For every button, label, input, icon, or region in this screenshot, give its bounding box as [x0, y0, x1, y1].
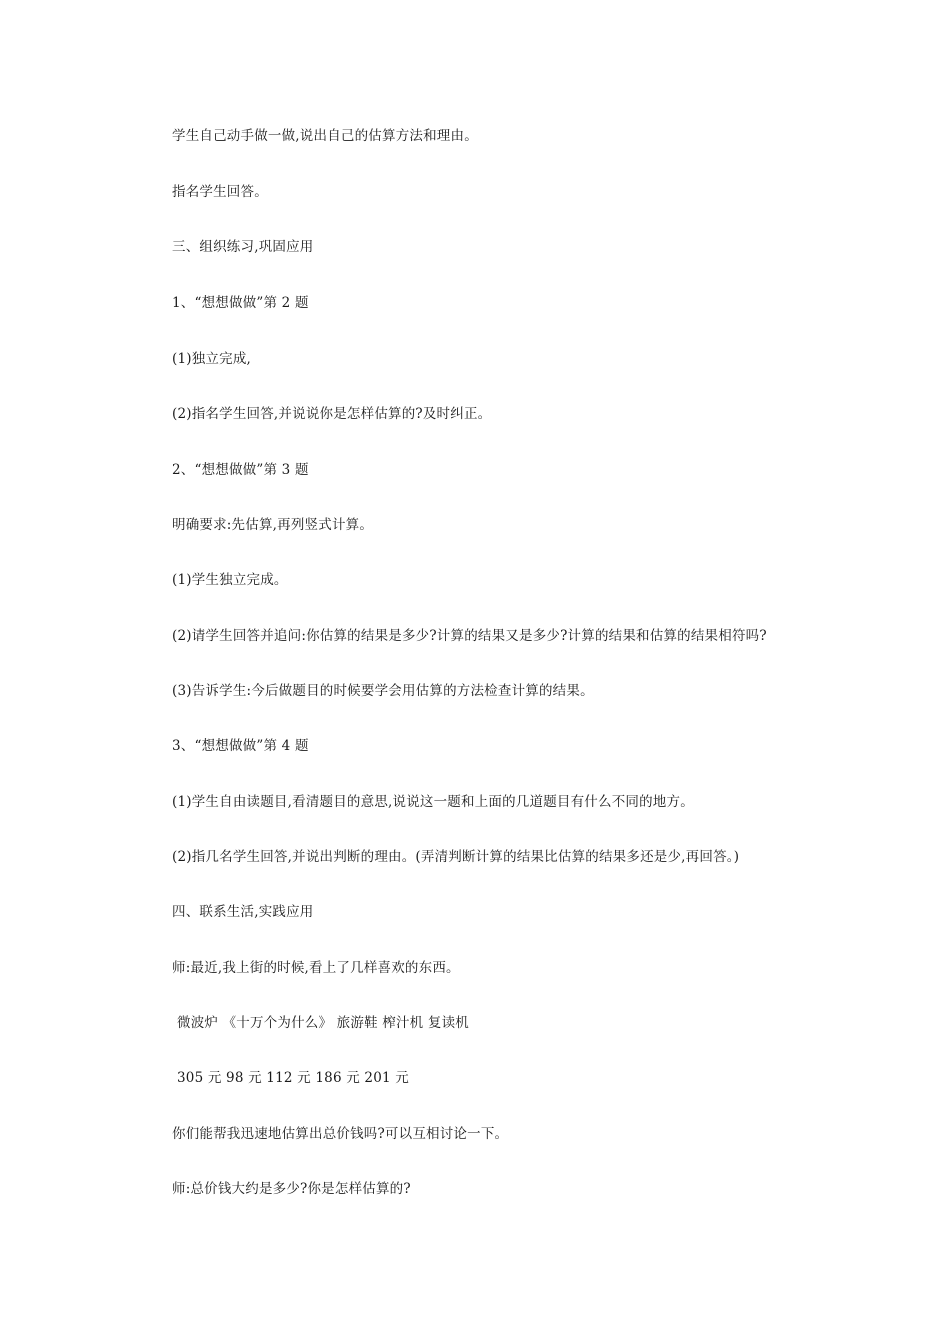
paragraph-19: 你们能帮我迅速地估算出总价钱吗?可以互相讨论一下。 [172, 1126, 509, 1142]
item-names-row: 微波炉 《十万个为什么》 旅游鞋 榨汁机 复读机 [177, 1015, 469, 1031]
paragraph-2: 指名学生回答。 [172, 184, 268, 200]
exercise-heading-1: 1、“想想做做”第 2 题 [172, 295, 309, 311]
paragraph-16: 师:最近,我上街的时候,看上了几样喜欢的东西。 [172, 960, 460, 976]
paragraph-13: (1)学生自由读题目,看清题目的意思,说说这一题和上面的几道题目有什么不同的地方。 [172, 794, 694, 810]
item-prices-row: 305 元 98 元 112 元 186 元 201 元 [177, 1070, 409, 1086]
section-heading-3: 三、组织练习,巩固应用 [172, 239, 314, 255]
exercise-heading-3: 3、“想想做做”第 4 题 [172, 738, 309, 754]
section-heading-4: 四、联系生活,实践应用 [172, 904, 314, 920]
paragraph-5: (1)独立完成, [172, 351, 252, 367]
exercise-heading-2: 2、“想想做做”第 3 题 [172, 462, 309, 478]
paragraph-1: 学生自己动手做一做,说出自己的估算方法和理由。 [172, 128, 478, 144]
paragraph-20: 师:总价钱大约是多少?你是怎样估算的? [172, 1181, 411, 1197]
paragraph-14: (2)指几名学生回答,并说出判断的理由。(弄清判断计算的结果比估算的结果多还是少,再回答。) [172, 849, 740, 865]
paragraph-8: 明确要求:先估算,再列竖式计算。 [172, 517, 374, 533]
paragraph-10: (2)请学生回答并追问:你估算的结果是多少?计算的结果又是多少?计算的结果和估算的结果相符吗? [172, 628, 767, 644]
paragraph-9: (1)学生独立完成。 [172, 572, 288, 588]
paragraph-11: (3)告诉学生:今后做题目的时候要学会用估算的方法检查计算的结果。 [172, 683, 594, 699]
paragraph-6: (2)指名学生回答,并说说你是怎样估算的?及时纠正。 [172, 406, 492, 422]
